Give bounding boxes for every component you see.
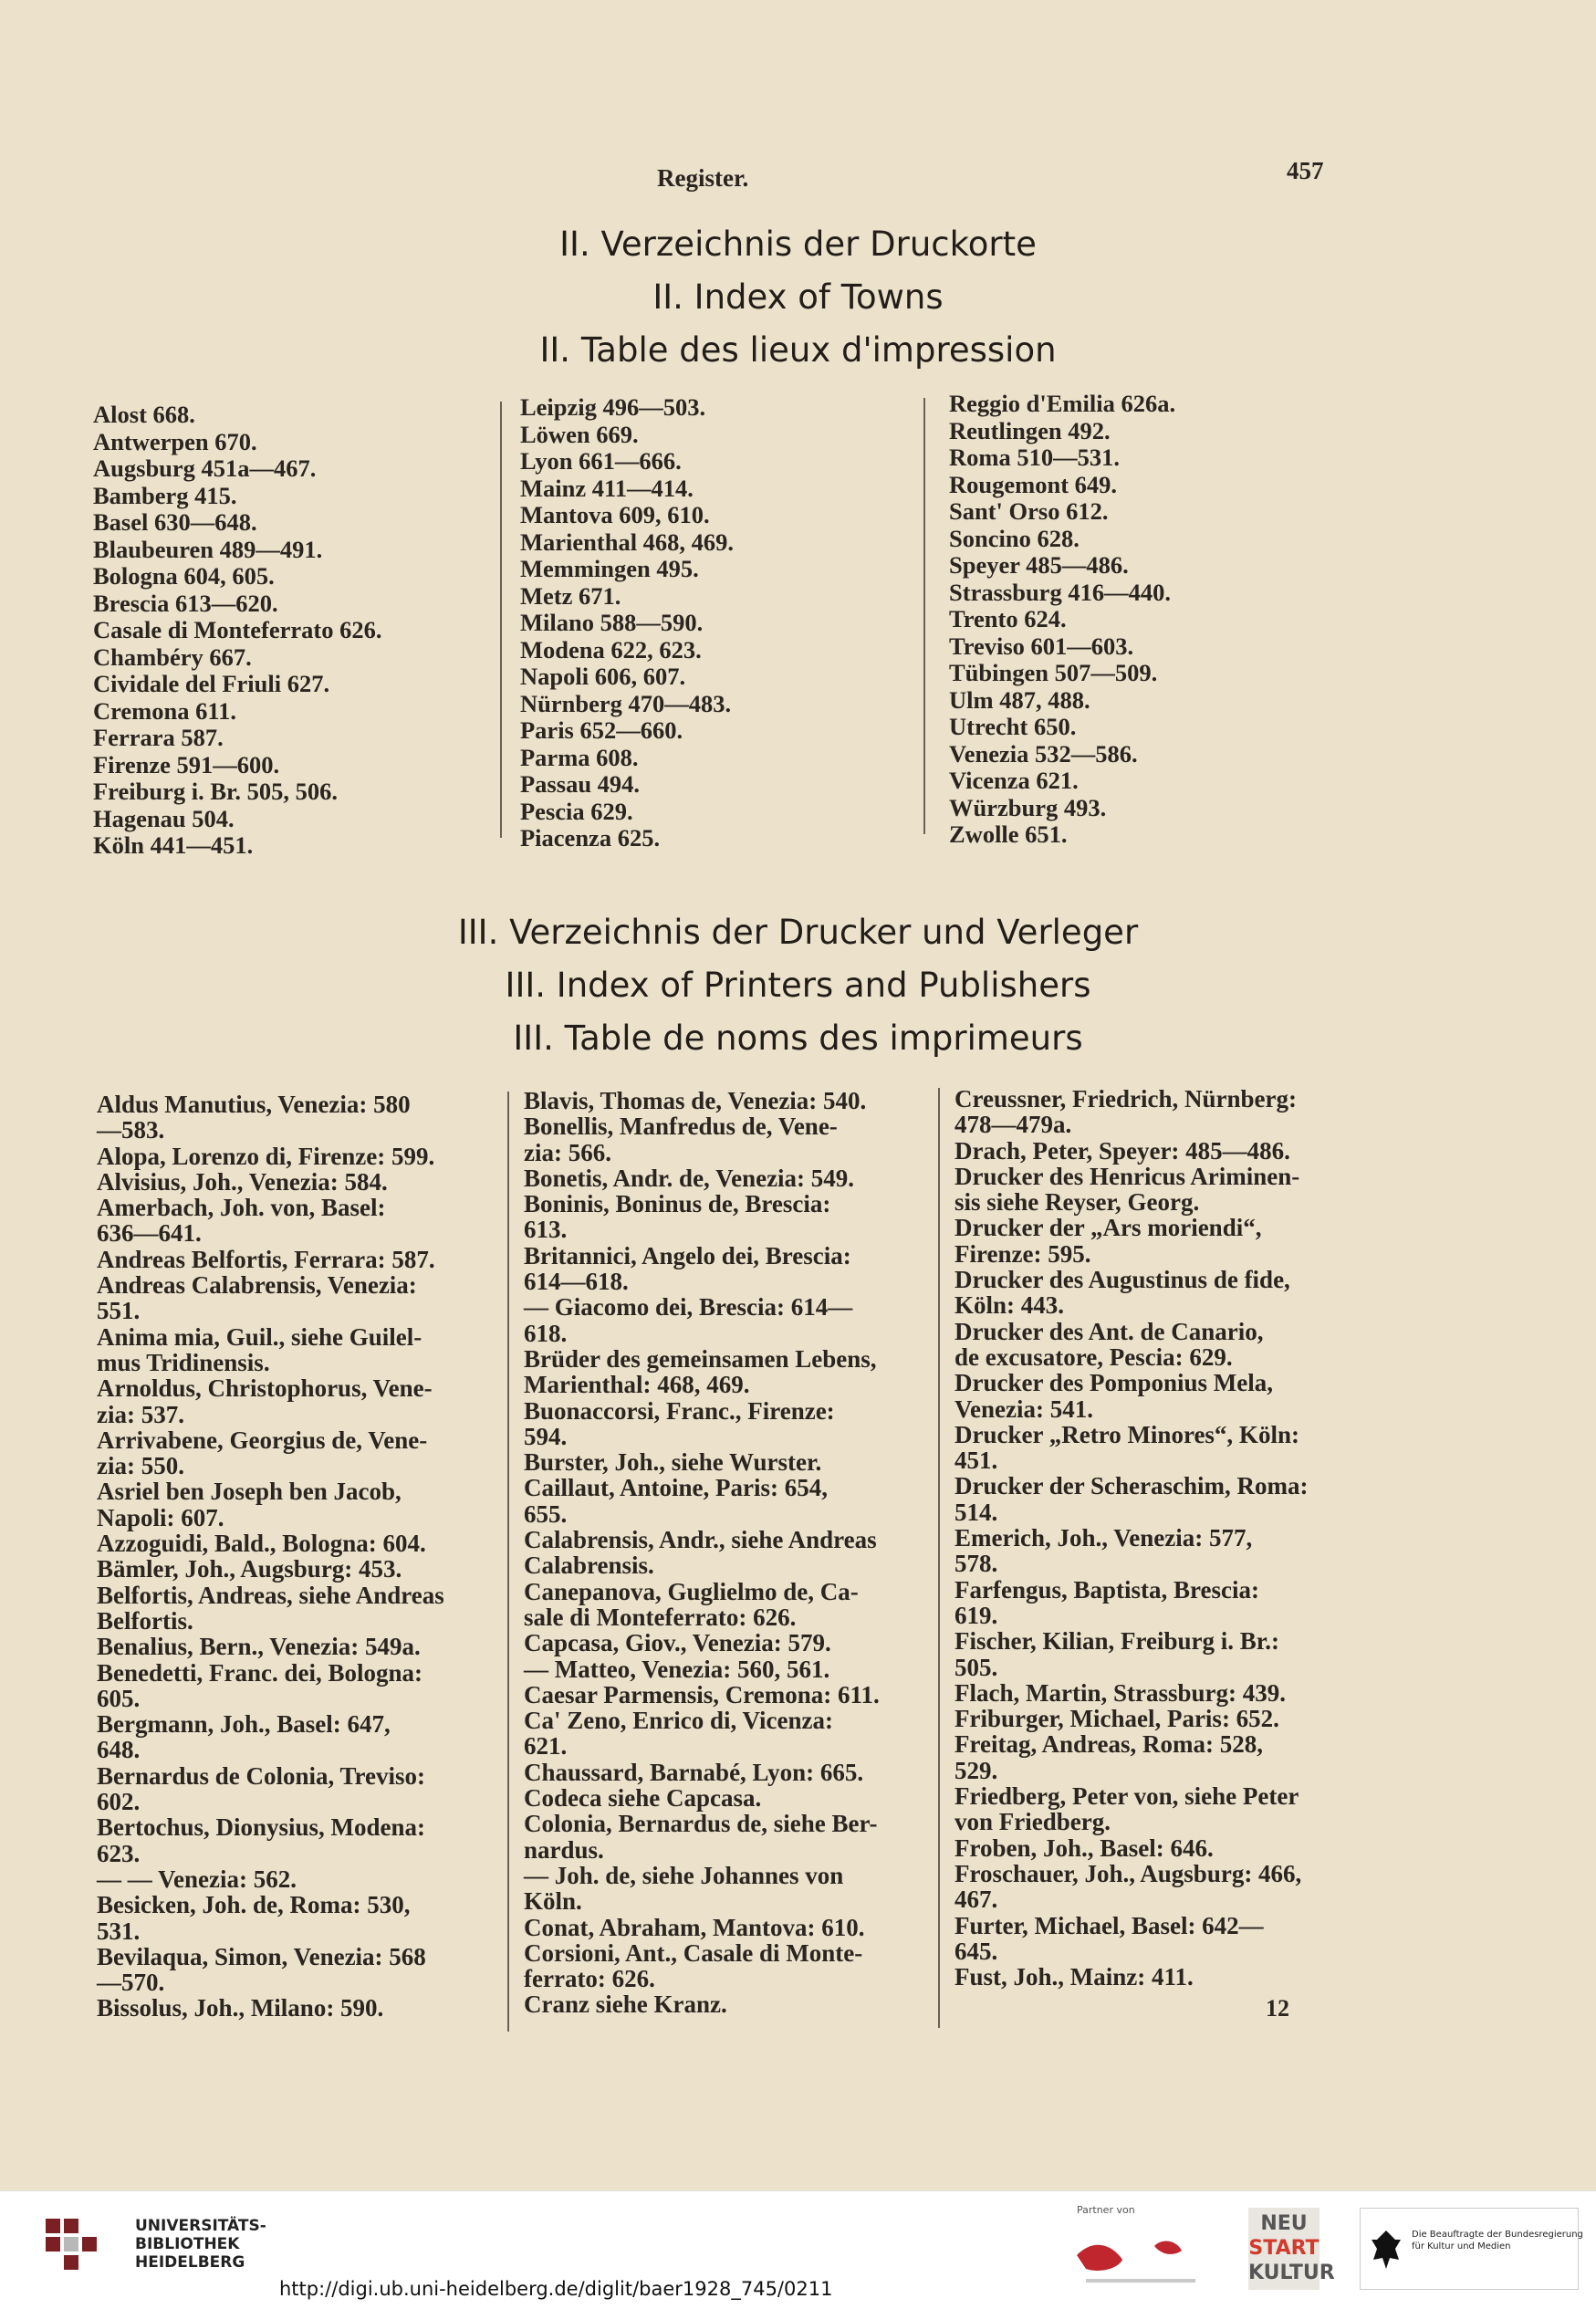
index-entry-line: Memmingen 495. <box>520 555 699 582</box>
index-entry-line: Colonia, Bernardus de, siehe Ber- <box>524 1810 878 1838</box>
index-entry-line: Köln: 443. <box>954 1291 1065 1320</box>
index-entry-line: — — Venezia: 562. <box>97 1865 297 1893</box>
index-entry-line: Boninis, Boninus de, Brescia: <box>524 1190 831 1218</box>
index-entry-line: sale di Monteferrato: 626. <box>524 1603 797 1631</box>
index-entry-line: Canepanova, Guglielmo de, Ca- <box>524 1577 859 1605</box>
neustart-kultur-logo: NEU START KULTUR <box>1248 2208 1320 2290</box>
index-entry-line: Bergmann, Joh., Basel: 647, <box>97 1710 391 1739</box>
index-entry-line: 467. <box>954 1886 998 1914</box>
index-entry-line: Casale di Monteferrato 626. <box>93 616 382 643</box>
index-entry-line: Bonetis, Andr. de, Venezia: 549. <box>524 1164 855 1192</box>
index-entry-line: Zwolle 651. <box>949 820 1068 848</box>
index-entry-line: Würzburg 493. <box>949 793 1107 821</box>
column-rule <box>500 402 502 838</box>
index-entry-line: Brüder des gemeinsamen Lebens, <box>524 1344 877 1373</box>
index-entry-line: Corsioni, Ant., Casale di Monte- <box>524 1938 863 1967</box>
index-entry-line: nardus. <box>524 1835 604 1864</box>
index-entry-line: Treviso 601—603. <box>949 632 1134 660</box>
index-entry-line: Britannici, Angelo dei, Brescia: <box>524 1241 851 1269</box>
index-entry-line: 623. <box>97 1839 141 1867</box>
printers-heading-en: III. Index of Printers and Publishers <box>505 966 1091 1005</box>
index-entry-line: Cividale del Friuli 627. <box>93 670 330 697</box>
index-entry-line: — Joh. de, siehe Johannes von <box>524 1861 844 1889</box>
index-entry-line: Strassburg 416—440. <box>949 578 1171 606</box>
index-entry-line: Flach, Martin, Strassburg: 439. <box>954 1678 1286 1707</box>
index-entry-line: Anima mia, Guil., siehe Guilel- <box>97 1322 422 1351</box>
index-entry-line: Leipzig 496—503. <box>520 393 706 421</box>
printers-column-1 <box>97 1092 444 2022</box>
printers-column-2 <box>524 1088 880 2018</box>
index-entry-line: Blavis, Thomas de, Venezia: 540. <box>524 1087 867 1114</box>
index-entry-line: Arnoldus, Christophorus, Vene- <box>97 1374 433 1403</box>
index-entry-line: Calabrensis, Andr., siehe Andreas <box>524 1526 877 1554</box>
index-entry-line: Trento 624. <box>949 605 1067 632</box>
bkm-logo: Die Beauftragte der Bundesregierung für Kultur und Medien <box>1360 2208 1579 2290</box>
index-entry-line: Fust, Joh., Mainz: 411. <box>954 1963 1194 1991</box>
column-rule <box>507 1092 509 2032</box>
index-entry-line: Andreas Calabrensis, Venezia: <box>97 1271 417 1300</box>
index-entry-line: Alost 668. <box>93 401 195 428</box>
index-entry-line: Bämler, Joh., Augsburg: 453. <box>97 1555 402 1583</box>
index-entry-line: Milano 588—590. <box>520 609 704 636</box>
index-entry-line: zia: 566. <box>524 1138 611 1166</box>
index-entry-line: Sant' Orso 612. <box>949 497 1109 525</box>
index-entry-line: Napoli: 607. <box>97 1503 224 1531</box>
index-entry-line: Ulm 487, 488. <box>949 685 1090 714</box>
index-entry-line: Arrivabene, Georgius de, Vene- <box>97 1426 428 1454</box>
signature-mark: 12 <box>1266 1995 1289 2022</box>
index-entry-line: 478—479a. <box>954 1111 1072 1139</box>
towns-heading-fr: II. Table des lieux d'impression <box>539 330 1057 370</box>
index-entry-line: Drach, Peter, Speyer: 485—486. <box>954 1136 1290 1165</box>
index-entry-line: Venezia 532—586. <box>949 739 1138 768</box>
index-entry-line: Parma 608. <box>520 743 639 771</box>
index-entry-line: Andreas Belfortis, Ferrara: 587. <box>97 1245 435 1273</box>
index-entry-line: Asriel ben Joseph ben Jacob, <box>97 1478 402 1506</box>
index-entry-line: Vicenza 621. <box>949 767 1079 794</box>
printers-column-3 <box>954 1086 1308 1990</box>
index-entry-line: Aldus Manutius, Venezia: 580 <box>97 1091 411 1118</box>
column-rule <box>923 398 925 834</box>
index-entry-line: Tübingen 507—509. <box>949 659 1158 686</box>
index-entry-line: 648. <box>97 1736 141 1764</box>
index-entry-line: Caesar Parmensis, Cremona: 611. <box>524 1680 880 1708</box>
index-entry-line: 605. <box>97 1684 141 1712</box>
index-entry-line: 505. <box>954 1653 998 1681</box>
index-entry-line: Alvisius, Joh., Venezia: 584. <box>97 1167 388 1196</box>
index-entry-line: Marienthal: 468, 469. <box>524 1371 750 1399</box>
index-entry-line: Roma 510—531. <box>949 444 1120 471</box>
index-entry-line: Augsburg 451a—467. <box>93 454 317 482</box>
index-entry-line: Caillaut, Antoine, Paris: 654, <box>524 1474 829 1502</box>
page-number: 457 <box>1287 157 1324 184</box>
index-entry-line: Conat, Abraham, Mantova: 610. <box>524 1913 865 1941</box>
towns-column-3 <box>949 391 1175 849</box>
index-entry-line: ferrato: 626. <box>524 1965 655 1993</box>
index-entry-line: 578. <box>954 1550 998 1578</box>
index-entry-line: Amerbach, Joh. von, Basel: <box>97 1194 386 1222</box>
index-entry-line: zia: 537. <box>97 1400 184 1428</box>
index-entry-line: de excusatore, Pescia: 629. <box>954 1343 1233 1371</box>
index-entry-line: Drucker des Ant. de Canario, <box>954 1317 1264 1345</box>
printers-heading-de: III. Verzeichnis der Drucker und Verleger <box>457 913 1139 952</box>
index-entry-line: Blaubeuren 489—491. <box>93 535 323 563</box>
index-entry-line: 655. <box>524 1499 568 1528</box>
index-entry-line: Cremona 611. <box>93 696 237 725</box>
index-entry-line: Freitag, Andreas, Roma: 528, <box>954 1730 1263 1759</box>
ddb-logo-icon <box>1068 2219 1214 2290</box>
index-entry-line: Marienthal 468, 469. <box>520 528 735 556</box>
index-entry-line: Farfengus, Baptista, Brescia: <box>954 1575 1259 1604</box>
index-entry-line: 614—618. <box>524 1268 629 1296</box>
index-entry-line: Drucker „Retro Minores“, Köln: <box>954 1420 1299 1448</box>
index-entry-line: Firenze 591—600. <box>93 750 280 778</box>
printers-heading-fr: III. Table de noms des imprimeurs <box>513 1019 1083 1058</box>
column-rule <box>938 1088 940 2028</box>
index-entry-line: Chaussard, Barnabé, Lyon: 665. <box>524 1758 864 1786</box>
index-entry-line: von Friedberg. <box>954 1808 1111 1836</box>
index-entry-line: 613. <box>524 1216 568 1244</box>
index-entry-line: —570. <box>97 1969 165 1997</box>
index-entry-line: 451. <box>954 1447 998 1475</box>
index-entry-line: Drucker der Scheraschim, Roma: <box>954 1472 1309 1500</box>
index-entry-line: Ca' Zeno, Enrico di, Vicenza: <box>524 1707 833 1735</box>
index-entry-line: — Matteo, Venezia: 560, 561. <box>524 1655 830 1683</box>
index-entry-line: Alopa, Lorenzo di, Firenze: 599. <box>97 1142 435 1170</box>
index-entry-line: Modena 622, 623. <box>520 635 702 663</box>
index-entry-line: Drucker der „Ars moriendi“, <box>954 1214 1262 1242</box>
index-entry-line: Belfortis, Andreas, siehe Andreas <box>97 1581 444 1609</box>
index-entry-line: Basel 630—648. <box>93 508 257 536</box>
index-entry-line: 619. <box>954 1601 998 1629</box>
index-entry-line: — Giacomo dei, Brescia: 614— <box>524 1293 853 1322</box>
index-entry-line: Köln. <box>524 1887 582 1916</box>
towns-heading-en: II. Index of Towns <box>652 277 944 317</box>
footer-bar <box>0 2190 1596 2309</box>
index-entry-line: Friburger, Michael, Paris: 652. <box>954 1705 1279 1733</box>
index-entry-line: Bologna 604, 605. <box>93 562 275 590</box>
index-entry-line: 621. <box>524 1732 568 1760</box>
index-entry-line: Piacenza 625. <box>520 824 661 852</box>
index-entry-line: Lyon 661—666. <box>520 447 682 475</box>
index-entry-line: zia: 550. <box>97 1452 184 1480</box>
index-entry-line: Rougemont 649. <box>949 470 1118 498</box>
index-entry-line: Chambéry 667. <box>93 643 252 671</box>
index-entry-line: Creussner, Friedrich, Nürnberg: <box>954 1085 1297 1113</box>
index-entry-line: Codeca siehe Capcasa. <box>524 1784 762 1813</box>
index-entry-line: Firenze: 595. <box>954 1239 1091 1268</box>
index-entry-line: Benedetti, Franc. dei, Bologna: <box>97 1658 422 1687</box>
index-entry-line: 645. <box>954 1937 998 1965</box>
index-entry-line: Bissolus, Joh., Milano: 590. <box>97 1994 384 2022</box>
towns-column-1 <box>93 402 381 860</box>
partner-label: Partner von <box>1077 2204 1135 2216</box>
index-entry-line: Passau 494. <box>520 770 641 798</box>
index-entry-line: Speyer 485—486. <box>949 551 1129 579</box>
index-entry-line: —583. <box>97 1116 165 1144</box>
towns-column-2 <box>520 394 734 852</box>
index-entry-line: Buonaccorsi, Franc., Firenze: <box>524 1396 835 1425</box>
index-entry-line: Drucker des Pomponius Mela, <box>954 1369 1273 1397</box>
index-entry-line: Reggio d'Emilia 626a. <box>949 390 1176 417</box>
index-entry-line: Fischer, Kilian, Freiburg i. Br.: <box>954 1627 1280 1656</box>
index-entry-line: 618. <box>524 1319 568 1347</box>
index-entry-line: Bevilaqua, Simon, Venezia: 568 <box>97 1942 426 1970</box>
index-entry-line: Mantova 609, 610. <box>520 501 710 528</box>
index-entry-line: Freiburg i. Br. 505, 506. <box>93 778 338 805</box>
index-entry-line: Belfortis. <box>97 1606 193 1635</box>
index-entry-line: Bertochus, Dionysius, Modena: <box>97 1813 426 1842</box>
index-entry-line: Emerich, Joh., Venezia: 577, <box>954 1524 1253 1552</box>
index-entry-line: Azzoguidi, Bald., Bologna: 604. <box>97 1530 426 1558</box>
index-entry-line: Capcasa, Giov., Venezia: 579. <box>524 1629 831 1657</box>
eagle-icon <box>1368 2227 1404 2272</box>
index-entry-line: 551. <box>97 1297 141 1325</box>
index-entry-line: Löwen 669. <box>520 420 639 448</box>
index-entry-line: Bamberg 415. <box>93 481 237 509</box>
index-entry-line: Bernardus de Colonia, Treviso: <box>97 1761 426 1790</box>
index-entry-line: Friedberg, Peter von, siehe Peter <box>954 1782 1299 1811</box>
index-entry-line: mus Tridinensis. <box>97 1348 270 1376</box>
index-entry-line: Brescia 613—620. <box>93 589 278 617</box>
index-entry-line: Metz 671. <box>520 581 621 610</box>
university-seal-icon <box>37 2211 128 2284</box>
index-entry-line: Burster, Joh., siehe Wurster. <box>524 1448 822 1477</box>
index-entry-line: Hagenau 504. <box>93 804 235 832</box>
index-entry-line: 529. <box>954 1756 998 1784</box>
index-entry-line: Froben, Joh., Basel: 646. <box>954 1834 1214 1862</box>
index-entry-line: Soncino 628. <box>949 524 1080 552</box>
index-entry-line: Antwerpen 670. <box>93 427 257 455</box>
permalink-url[interactable]: http://digi.ub.uni-heidelberg.de/diglit/baer1928_745/0211 <box>279 2278 833 2300</box>
index-entry-line: sis siehe Reyser, Georg. <box>954 1188 1200 1217</box>
index-entry-line: Mainz 411—414. <box>520 474 694 502</box>
index-entry-line: Furter, Michael, Basel: 642— <box>954 1911 1264 1939</box>
towns-heading-de: II. Verzeichnis der Druckorte <box>559 225 1037 264</box>
index-entry-line: Venezia: 541. <box>954 1395 1093 1423</box>
index-entry-line: 602. <box>97 1788 141 1816</box>
index-entry-line: Ferrara 587. <box>93 724 224 751</box>
library-name: UNIVERSITÄTS- BIBLIOTHEK HEIDELBERG <box>135 2217 266 2272</box>
index-entry-line: 636—641. <box>97 1219 202 1248</box>
index-entry-line: Cranz siehe Kranz. <box>524 1990 727 2019</box>
index-entry-line: Napoli 606, 607. <box>520 663 686 690</box>
index-entry-line: Pescia 629. <box>520 797 633 825</box>
running-head: Register. <box>657 164 749 192</box>
index-entry-line: Bonellis, Manfredus de, Vene- <box>524 1113 838 1141</box>
index-entry-line: Drucker des Augustinus de fide, <box>954 1266 1290 1294</box>
index-entry-line: Froschauer, Joh., Augsburg: 466, <box>954 1859 1302 1887</box>
index-entry-line: Köln 441—451. <box>93 831 254 859</box>
index-entry-line: Benalius, Bern., Venezia: 549a. <box>97 1633 421 1661</box>
index-entry-line: Calabrensis. <box>524 1552 654 1580</box>
index-entry-line: Paris 652—660. <box>520 716 683 744</box>
index-entry-line: 594. <box>524 1422 568 1450</box>
index-entry-line: 514. <box>954 1498 998 1526</box>
index-entry-line: Reutlingen 492. <box>949 416 1111 444</box>
index-entry-line: 531. <box>97 1917 141 1945</box>
index-entry-line: Nürnberg 470—483. <box>520 689 732 717</box>
index-entry-line: Besicken, Joh. de, Roma: 530, <box>97 1891 411 1919</box>
index-entry-line: Drucker des Henricus Ariminen- <box>954 1162 1300 1190</box>
index-entry-line: Utrecht 650. <box>949 713 1077 740</box>
